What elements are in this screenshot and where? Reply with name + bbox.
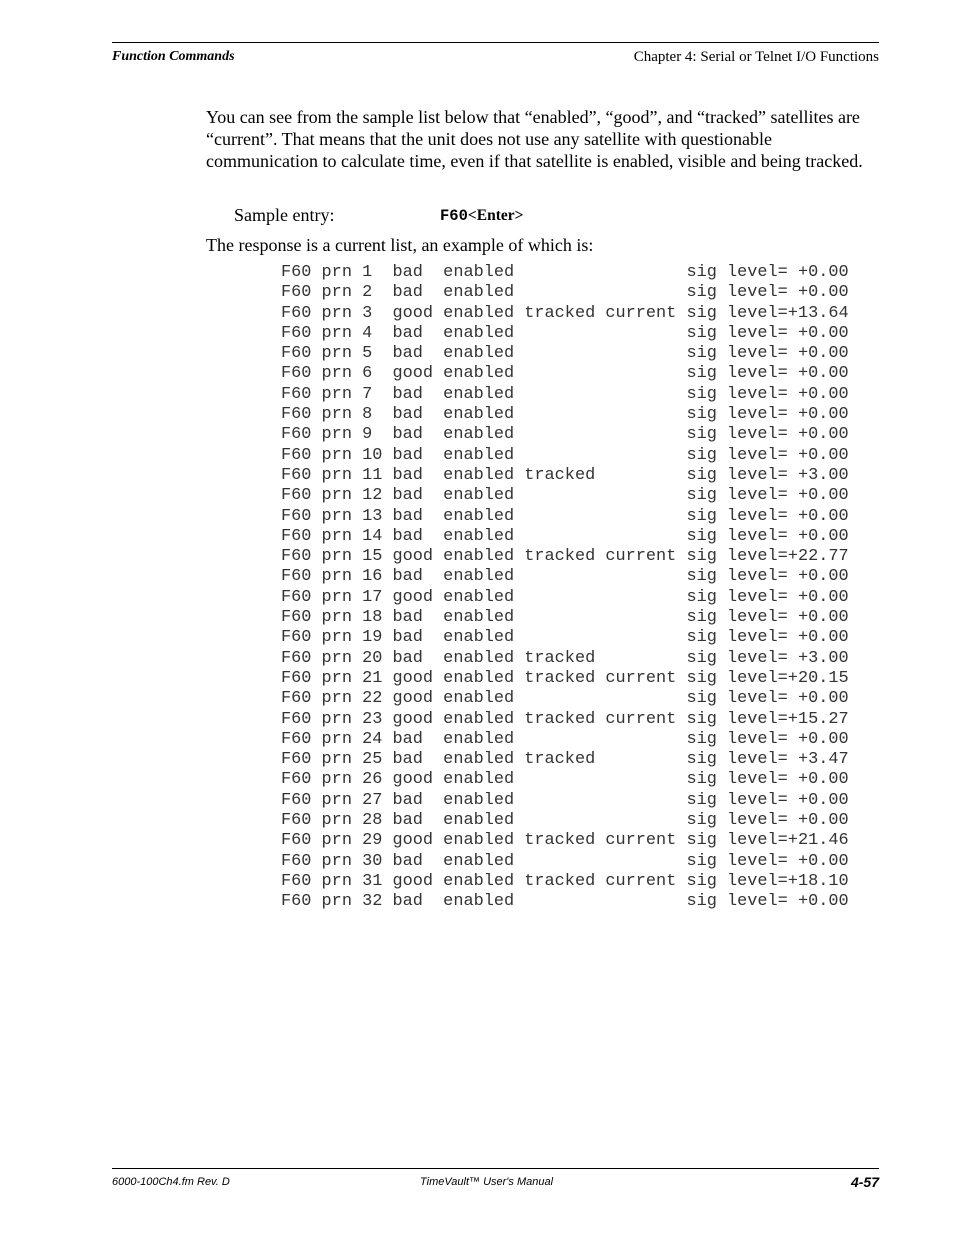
sample-entry-label: Sample entry: [234, 205, 335, 225]
listing-line: F60 prn 7 bad enabled sig level= +0.00 [281, 384, 849, 404]
listing-line: F60 prn 6 good enabled sig level= +0.00 [281, 364, 849, 384]
header-chapter-title: Chapter 4: Serial or Telnet I/O Functions [633, 49, 879, 65]
listing-line: F60 prn 31 good enabled tracked current sig level=+18.10 [281, 871, 849, 891]
listing-line: F60 prn 9 bad enabled sig level= +0.00 [281, 425, 849, 445]
sample-command-code: F60 [440, 207, 468, 225]
listing-line: F60 prn 5 bad enabled sig level= +0.00 [281, 344, 849, 364]
footer-manual-title: TimeVault™ User's Manual [420, 1176, 554, 1188]
page-number: 4-57 [850, 1174, 879, 1190]
listing-line: F60 prn 17 good enabled sig level= +0.00 [281, 587, 849, 607]
header-rule [112, 42, 879, 43]
listing-line: F60 prn 1 bad enabled sig level= +0.00 [281, 263, 849, 282]
listing-line: F60 prn 21 good enabled tracked current sig level=+20.15 [281, 668, 849, 688]
listing-line: F60 prn 22 good enabled sig level= +0.00 [281, 689, 849, 709]
listing-line: F60 prn 3 good enabled tracked current sig level=+13.64 [281, 303, 849, 323]
listing-line: F60 prn 29 good enabled tracked current sig level=+21.46 [281, 831, 849, 851]
listing-line: F60 prn 10 bad enabled sig level= +0.00 [281, 445, 849, 465]
listing-line: F60 prn 14 bad enabled sig level= +0.00 [281, 526, 849, 546]
footer-rule [112, 1168, 879, 1169]
listing-line: F60 prn 13 bad enabled sig level= +0.00 [281, 506, 849, 526]
listing-line: F60 prn 32 bad enabled sig level= +0.00 [281, 892, 849, 912]
listing-line: F60 prn 24 bad enabled sig level= +0.00 [281, 729, 849, 749]
listing-line: F60 prn 26 good enabled sig level= +0.00 [281, 770, 849, 790]
listing-line: F60 prn 30 bad enabled sig level= +0.00 [281, 851, 849, 871]
response-intro: The response is a current list, an example of which is: [206, 235, 594, 255]
listing-line: F60 prn 19 bad enabled sig level= +0.00 [281, 628, 849, 648]
listing-line: F60 prn 15 good enabled tracked current sig level=+22.77 [281, 547, 849, 567]
listing-line: F60 prn 20 bad enabled tracked sig level= +3.00 [281, 648, 849, 668]
listing-line: F60 prn 11 bad enabled tracked sig level= +3.00 [281, 465, 849, 485]
response-listing [281, 263, 849, 913]
listing-line: F60 prn 2 bad enabled sig level= +0.00 [281, 283, 849, 303]
intro-paragraph: You can see from the sample list below that “enabled”, “good”, and “tracked” satellites are “current”. That means that the unit does not use any satellite with questionable communication to calculate time, even if that satellite is enabled, visible and being tracked. [206, 107, 863, 171]
footer-file-info: 6000-100Ch4.fm Rev. D [112, 1176, 230, 1188]
listing-line: F60 prn 23 good enabled tracked current sig level=+15.27 [281, 709, 849, 729]
sample-command-key: <Enter> [467, 207, 524, 224]
listing-line: F60 prn 12 bad enabled sig level= +0.00 [281, 486, 849, 506]
listing-line: F60 prn 25 bad enabled tracked sig level= +3.47 [281, 750, 849, 770]
listing-line: F60 prn 27 bad enabled sig level= +0.00 [281, 790, 849, 810]
listing-line: F60 prn 4 bad enabled sig level= +0.00 [281, 323, 849, 343]
listing-line: F60 prn 28 bad enabled sig level= +0.00 [281, 811, 849, 831]
listing-line: F60 prn 18 bad enabled sig level= +0.00 [281, 608, 849, 628]
header-section-title: Function Commands [112, 49, 235, 64]
listing-line: F60 prn 16 bad enabled sig level= +0.00 [281, 567, 849, 587]
sample-entry-command [440, 207, 523, 225]
listing-line: F60 prn 8 bad enabled sig level= +0.00 [281, 405, 849, 425]
